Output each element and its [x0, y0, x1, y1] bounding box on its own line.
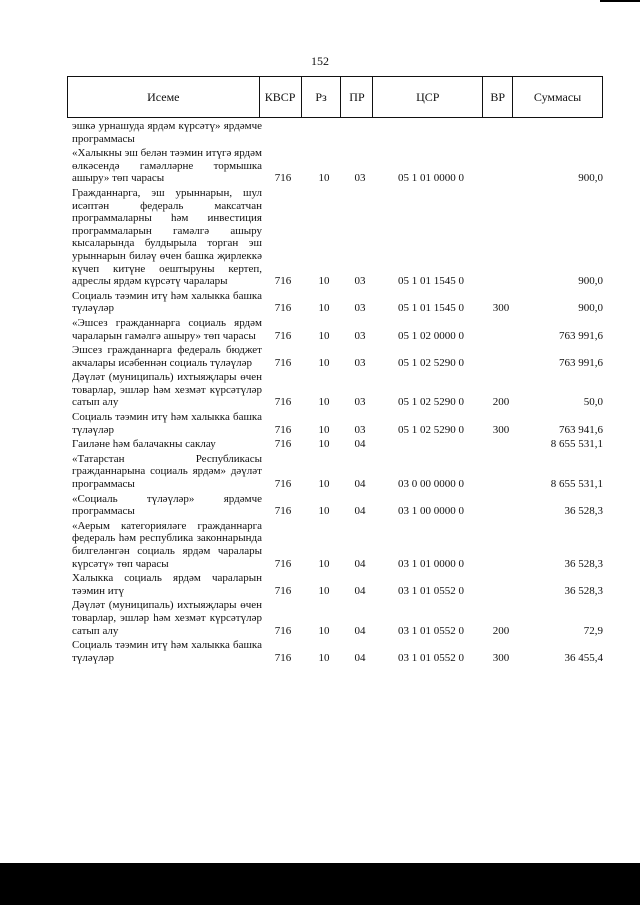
row-rz: 10: [318, 438, 330, 451]
row-kvsr: 716: [274, 396, 292, 409]
row-sum: 36 528,3: [564, 557, 603, 570]
row-csr: 03 1 01 0552 0: [398, 584, 464, 597]
row-csr: 05 1 02 5290 0: [398, 396, 464, 409]
header-kvsr: КВСР: [260, 77, 302, 117]
row-sum: 763 991,6: [559, 356, 603, 369]
row-name: Гаиләне һәм балачакны саклау: [72, 438, 216, 451]
row-rz: 10: [318, 557, 330, 570]
row-pr: 04: [354, 438, 366, 451]
row-name: Гражданнарга, эш урыннарын, шул исәптән федераль максатчан программаларны һәм инвестиция программаларын гамәлгә ашыру кысаларында булдырыла торган эш урыннарын биләү өчен башка җирлеккә күчеп китүне оештыруны кертеп, адреслы ярдәм күрсәтү чаралары: [72, 186, 262, 288]
row-kvsr: 716: [274, 557, 292, 570]
row-rz: 10: [318, 396, 330, 409]
table-row: [67, 317, 603, 342]
table-header: [67, 76, 603, 118]
table-row: [67, 147, 603, 185]
row-kvsr: 716: [274, 584, 292, 597]
table-body: [67, 120, 603, 664]
row-pr: 04: [354, 624, 366, 637]
table-row: [67, 453, 603, 491]
row-pr: 03: [354, 356, 366, 369]
row-kvsr: 716: [274, 302, 292, 315]
row-kvsr: 716: [274, 478, 292, 491]
row-name: Социаль тәэмин итү һәм халыкка башка түләүләр: [72, 639, 262, 664]
row-name: «Халыкны эш белән тәэмин итүгә ярдәм өлкәсендә гамәлләрне тормышка ашыру» төп чарасы: [72, 147, 262, 185]
row-csr: 03 1 01 0552 0: [398, 651, 464, 664]
row-pr: 03: [354, 172, 366, 185]
row-csr: 03 1 00 0000 0: [398, 505, 464, 518]
row-kvsr: 716: [274, 624, 292, 637]
row-pr: 04: [354, 505, 366, 518]
row-sum: 900,0: [578, 275, 603, 288]
row-sum: 36 528,3: [564, 505, 603, 518]
row-csr: 05 1 02 5290 0: [398, 356, 464, 369]
row-csr: 05 1 01 0000 0: [398, 172, 464, 185]
row-kvsr: 716: [274, 651, 292, 664]
scan-bottom-bar: [0, 863, 640, 905]
row-name: «Социаль түләүләр» ярдәмче программасы: [72, 492, 262, 518]
row-vr: 300: [492, 302, 510, 315]
table-row: [67, 411, 603, 436]
row-sum: 36 528,3: [564, 584, 603, 597]
row-rz: 10: [318, 423, 330, 436]
row-rz: 10: [318, 505, 330, 518]
row-pr: 03: [354, 275, 366, 288]
row-rz: 10: [318, 651, 330, 664]
header-pr: ПР: [341, 77, 373, 117]
row-rz: 10: [318, 302, 330, 315]
row-rz: 10: [318, 356, 330, 369]
row-pr: 04: [354, 584, 366, 597]
row-kvsr: 716: [274, 505, 292, 518]
row-kvsr: 716: [274, 423, 292, 436]
row-rz: 10: [318, 329, 330, 342]
row-pr: 03: [354, 302, 366, 315]
row-name: Дәүләт (муниципаль) ихтыяҗлары өчен товарлар, эшләр һәм хезмәт күрсәтүләр сатып алу: [72, 599, 262, 637]
row-sum: 763 991,6: [559, 329, 603, 342]
row-rz: 10: [318, 478, 330, 491]
row-pr: 04: [354, 651, 366, 664]
row-pr: 04: [354, 557, 366, 570]
header-sum: Суммасы: [513, 77, 603, 117]
header-csr: ЦСР: [373, 77, 483, 117]
row-name: «Аерым категорияләге гражданнарга федераль һәм республика законнарында билгеләнгән социаль ярдәм чаралары күрсәтү» төп чарасы: [72, 519, 262, 570]
row-rz: 10: [318, 172, 330, 185]
row-name: Халыкка социаль ярдәм чараларын тәэмин итү: [72, 572, 262, 597]
row-sum: 763 941,6: [559, 423, 603, 436]
row-kvsr: 716: [274, 172, 292, 185]
row-sum: 8 655 531,1: [550, 478, 603, 491]
row-name: Эшсез гражданнарга федераль бюджет акчалары исәбеннән социаль түләүләр: [72, 344, 262, 369]
table-row: [67, 599, 603, 637]
page-number: 152: [311, 54, 329, 68]
row-sum: 900,0: [578, 302, 603, 315]
row-csr: 03 0 00 0000 0: [398, 478, 464, 491]
budget-table: [67, 76, 603, 664]
table-row: [67, 120, 603, 145]
header-rz: Рз: [302, 77, 342, 117]
row-pr: 04: [354, 478, 366, 491]
header-name: Исеме: [68, 77, 260, 117]
row-csr: 05 1 01 1545 0: [398, 275, 464, 288]
row-csr: 03 1 01 0552 0: [398, 624, 464, 637]
row-rz: 10: [318, 584, 330, 597]
table-row: [67, 344, 603, 369]
row-name: «Эшсез гражданнарга социаль ярдәм чараларын гамәлгә ашыру» төп чарасы: [72, 316, 262, 342]
table-row: [67, 438, 603, 451]
header-vr: ВР: [483, 77, 513, 117]
row-kvsr: 716: [274, 329, 292, 342]
table-row: [67, 290, 603, 315]
row-vr: 300: [492, 423, 510, 436]
row-sum: 900,0: [578, 172, 603, 185]
table-row: [67, 371, 603, 409]
row-vr: 300: [492, 651, 510, 664]
row-csr: 05 1 02 0000 0: [398, 329, 464, 342]
row-kvsr: 716: [274, 356, 292, 369]
row-name: «Татарстан Республикасы гражданнарына социаль ярдәм» дәүләт программасы: [72, 452, 262, 491]
row-sum: 8 655 531,1: [550, 438, 603, 451]
row-rz: 10: [318, 275, 330, 288]
row-kvsr: 716: [274, 438, 292, 451]
row-kvsr: 716: [274, 275, 292, 288]
row-vr: 200: [492, 624, 510, 637]
row-sum: 36 455,4: [564, 651, 603, 664]
row-name: Социаль тәэмин итү һәм халыкка башка түләүләр: [72, 289, 262, 315]
row-name: Дәүләт (муниципаль) ихтыяҗлары өчен товарлар, эшләр һәм хезмәт күрсәтүләр сатып алу: [72, 371, 262, 409]
row-csr: 03 1 01 0000 0: [398, 557, 464, 570]
row-name: эшкә урнашуда ярдәм күрсәтү» ярдәмче программасы: [72, 120, 262, 145]
table-row: [67, 639, 603, 664]
row-rz: 10: [318, 624, 330, 637]
table-row: [67, 187, 603, 288]
table-row: [67, 572, 603, 597]
row-csr: 05 1 02 5290 0: [398, 423, 464, 436]
row-sum: 50,0: [583, 396, 603, 409]
table-row: [67, 493, 603, 518]
row-csr: 05 1 01 1545 0: [398, 302, 464, 315]
row-pr: 03: [354, 396, 366, 409]
table-row: [67, 520, 603, 570]
row-name: Социаль тәэмин итү һәм халыкка башка түләүләр: [72, 411, 262, 436]
row-pr: 03: [354, 329, 366, 342]
row-sum: 72,9: [583, 624, 603, 637]
scan-edge-mark: [600, 0, 640, 2]
row-vr: 200: [492, 396, 510, 409]
row-pr: 03: [354, 423, 366, 436]
